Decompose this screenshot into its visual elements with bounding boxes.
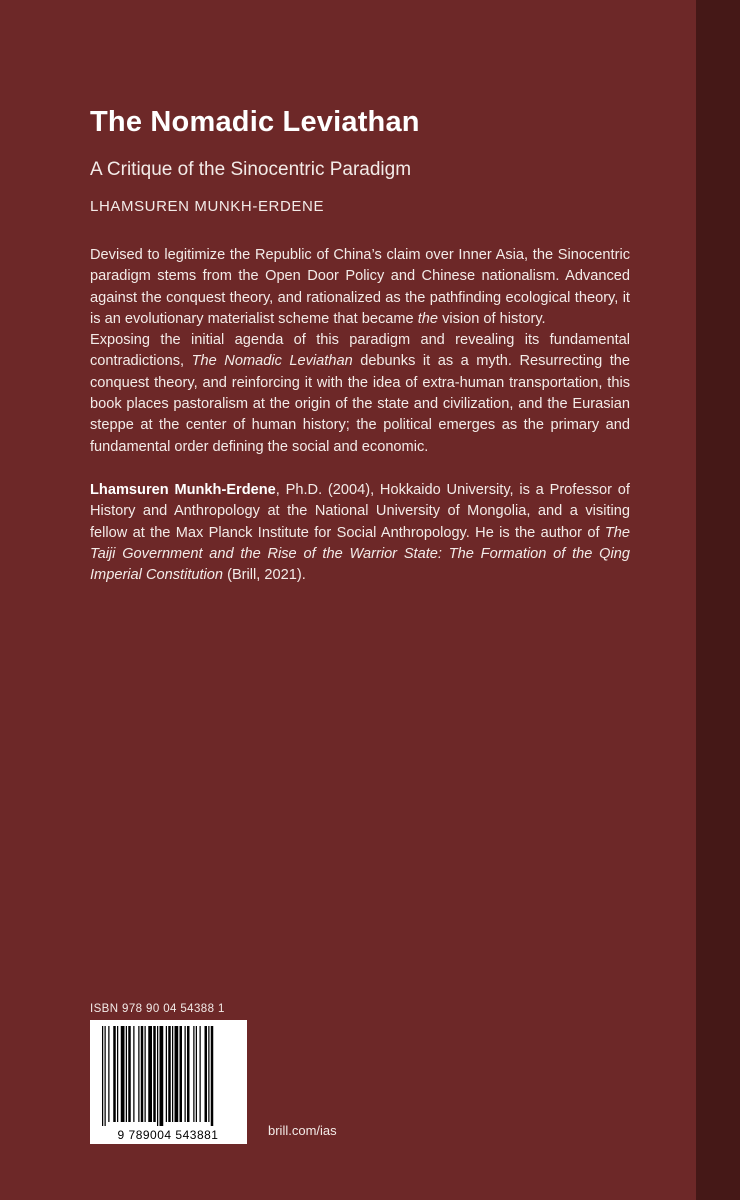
barcode-bar	[128, 1026, 131, 1122]
barcode-bar	[153, 1026, 156, 1122]
barcode-bar	[175, 1026, 179, 1122]
barcode	[90, 1020, 247, 1144]
barcode-bar	[193, 1026, 194, 1122]
barcode-bar	[160, 1026, 164, 1126]
book-title: The Nomadic Leviathan	[90, 106, 420, 138]
bio-author-name: Lhamsuren Munkh-Erdene	[90, 481, 276, 498]
spine-strip	[696, 0, 740, 1200]
barcode-bar	[108, 1026, 109, 1122]
barcode-bar	[168, 1026, 171, 1122]
barcode-bar	[117, 1026, 118, 1122]
barcode-bar	[105, 1026, 106, 1126]
barcode-bar	[166, 1026, 167, 1122]
bio-book-title: The Taiji Government and the Rise of the Warrior State: The Formation of the Qing Imperial Constitution	[90, 524, 630, 584]
barcode-bar	[200, 1026, 201, 1122]
barcode-bar	[172, 1026, 173, 1122]
isbn-label: ISBN 978 90 04 54388 1	[90, 1003, 225, 1015]
barcode-bar	[185, 1026, 186, 1122]
barcode-bar	[121, 1026, 125, 1122]
barcode-graphic	[90, 1020, 247, 1144]
barcode-bar	[208, 1026, 209, 1122]
barcode-bar	[113, 1026, 116, 1122]
description-paragraph-1: Devised to legitimize the Republic of China’s claim over Inner Asia, the Sinocentric paradigm stems from the Open Door Policy and Chinese nationalism. Advanced against the conquest theory, and rationalized as the pathfinding ecological theory, it is an evolutionary materialist scheme that became the vision of history.	[90, 247, 630, 327]
barcode-bar	[141, 1026, 144, 1122]
barcode-bar	[187, 1026, 190, 1122]
barcode-digits: 9 789004 543881	[117, 1128, 219, 1142]
barcode-bar	[196, 1026, 197, 1122]
barcode-bar	[180, 1026, 183, 1122]
barcode-bar	[211, 1026, 214, 1126]
barcode-bar	[102, 1026, 103, 1126]
barcode-bar	[133, 1026, 134, 1122]
author-name: LHAMSUREN MUNKH-ERDENE	[90, 198, 325, 215]
barcode-bar	[138, 1026, 139, 1122]
barcode-bar	[157, 1026, 158, 1126]
author-bio: Lhamsuren Munkh-Erdene, Ph.D. (2004), Hokkaido University, is a Professor of History and Anthropology at the National University of Mongolia, and a visiting fellow at the Max Planck Institute for Social Anthropology. He is the author of The Taiji Government and the Rise of the Warrior State: The Formation of the Qing Imperial Constitution (Brill, 2021).	[90, 481, 630, 584]
barcode-bar	[126, 1026, 127, 1122]
barcode-bar	[145, 1026, 146, 1122]
publisher-url: brill.com/ias	[268, 1123, 337, 1138]
back-cover-content	[90, 106, 630, 586]
barcode-bar	[148, 1026, 152, 1122]
barcode-bar	[205, 1026, 208, 1122]
description-paragraph-2: Exposing the initial agenda of this paradigm and revealing its fundamental contradictions, The Nomadic Leviathan debunks it as a myth. Resurrecting the conquest theory, and reinforcing it with the idea of extra-human transportation, this book places pastoralism at the origin of the state and civilization, and the Eurasian steppe at the center of human history; the political emerges as the primary and fundamental order defining the social and economic.	[90, 332, 630, 455]
book-description	[90, 245, 630, 458]
book-subtitle: A Critique of the Sinocentric Paradigm	[90, 159, 412, 180]
